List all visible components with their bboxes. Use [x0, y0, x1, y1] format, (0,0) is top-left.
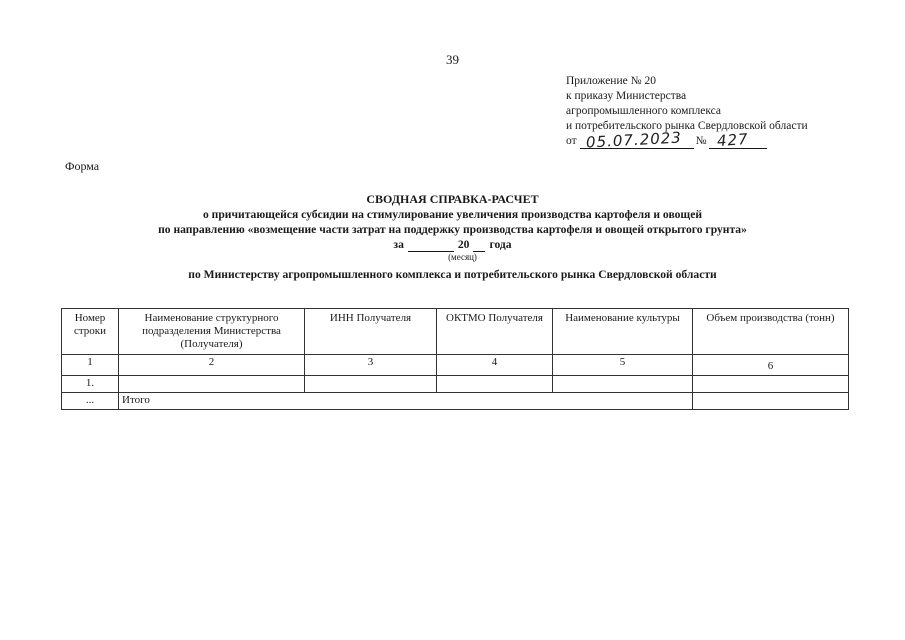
appendix-line-2: к приказу Министерства — [566, 90, 687, 102]
handwritten-number: 427 — [715, 129, 749, 151]
order-number-field — [709, 129, 767, 151]
date-prefix: от — [566, 135, 577, 147]
subsidy-table — [61, 308, 849, 410]
column-number-1: 1 — [62, 355, 119, 376]
header-inn: ИНН Получателя — [305, 309, 437, 355]
period-prefix: за — [393, 238, 404, 251]
table-header-row — [62, 309, 849, 355]
header-department: Наименование структурного подразделения Министерства (Получателя) — [119, 309, 305, 355]
table-row — [62, 376, 849, 393]
year-blank — [473, 239, 485, 252]
title-line-3: по направлению «возмещение части затрат на поддержку производства картофеля и овощей открытого грунта» — [158, 223, 747, 236]
ministry-line: по Министерству агропромышленного комплекса и потребительского рынка Свердловской области — [188, 268, 717, 281]
period-suffix: года — [489, 238, 512, 251]
number-prefix: № — [695, 135, 707, 147]
order-date-number-line — [566, 128, 808, 152]
total-number-cell: ... — [62, 393, 119, 410]
crop-cell — [553, 376, 693, 393]
oktmo-cell — [437, 376, 553, 393]
month-blank — [408, 239, 454, 252]
column-number-6: 6 — [693, 355, 849, 376]
document-title-block — [0, 192, 905, 282]
column-number-row — [62, 355, 849, 376]
volume-cell — [693, 376, 849, 393]
document-title: СВОДНАЯ СПРАВКА-РАСЧЕТ — [366, 192, 539, 206]
column-number-4: 4 — [437, 355, 553, 376]
inn-cell — [305, 376, 437, 393]
appendix-block — [566, 74, 808, 152]
header-volume: Объем производства (тонн) — [693, 309, 849, 355]
total-row — [62, 393, 849, 410]
department-cell — [119, 376, 305, 393]
page-number: 39 — [446, 52, 459, 67]
period-line — [0, 237, 905, 252]
period-year-prefix: 20 — [457, 238, 470, 251]
appendix-line-1: Приложение № 20 — [566, 75, 656, 87]
row-number-cell: 1. — [62, 376, 119, 393]
column-number-3: 3 — [305, 355, 437, 376]
total-label-cell: Итого — [119, 393, 693, 410]
header-crop: Наименование культуры — [553, 309, 693, 355]
title-line-2: о причитающейся субсидии на стимулирование увеличения производства картофеля и овощей — [202, 208, 703, 221]
column-number-2: 2 — [119, 355, 305, 376]
column-number-5: 5 — [553, 355, 693, 376]
header-row-number: Номер строки — [62, 309, 119, 355]
form-label: Форма — [65, 159, 100, 173]
handwritten-date: 05.07.2023 — [585, 128, 682, 152]
month-hint: (месяц) — [448, 252, 477, 262]
header-oktmo: ОКТМО Получателя — [437, 309, 553, 355]
total-volume-cell — [693, 393, 849, 410]
order-date-field — [580, 128, 694, 152]
appendix-line-3: агропромышленного комплекса — [566, 105, 722, 117]
appendix-line-4: и потребительского рынка Свердловской области — [566, 120, 808, 132]
